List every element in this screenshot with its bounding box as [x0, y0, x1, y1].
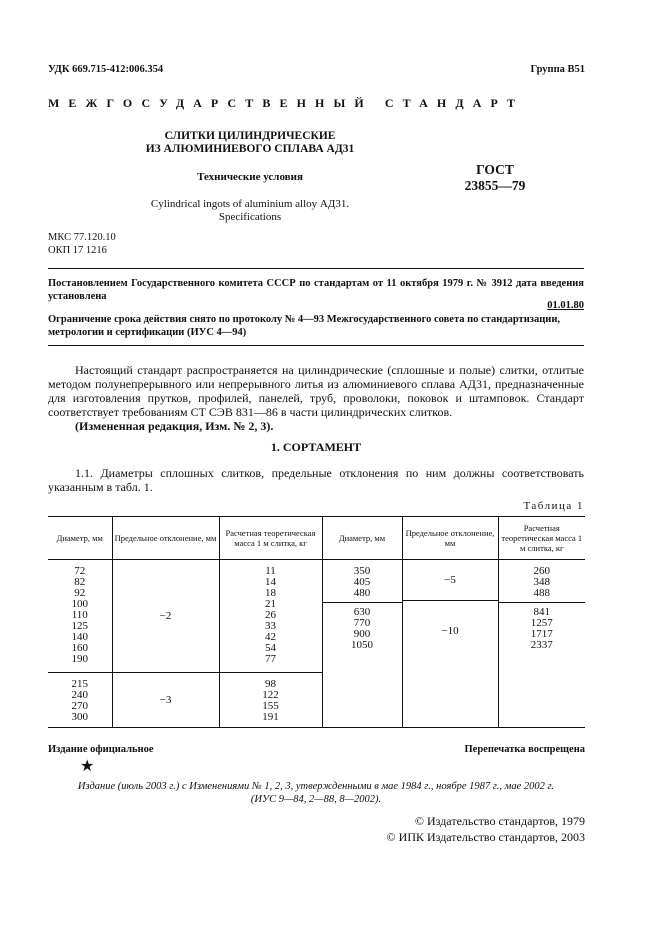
deviation-cell: −5 −10	[402, 560, 498, 673]
mass-cell: 260 348 488 841 1257 1717 2337	[498, 560, 585, 673]
copyright-1979: © Издательство стандартов, 1979	[414, 814, 585, 828]
diameter-cell: 72 82 92 100 110 125 140 160 190	[48, 560, 112, 673]
intro-paragraph: Настоящий стандарт распространяется на цилиндрические (сплошные и полые) слитки, отлитые методом полунепрерывного или непрерывного литья из алюминиевого сплава АД31, предназначенные для изготовления прутков, профилей, панелей, труб, проволоки, поковок и штамповок. Стандарт соответствует требованиям СТ СЭВ 831—86 в части цилиндрических слитков.	[48, 363, 584, 419]
title-line-1: СЛИТКИ ЦИЛИНДРИЧЕСКИЕ	[164, 130, 336, 142]
deviation-cell: −2	[112, 560, 219, 673]
table-row	[48, 673, 585, 728]
group-code: Группа В51	[530, 64, 585, 75]
edition-line-2: (ИУС 9—84, 2—88, 8—2002).	[250, 794, 382, 805]
limit-note: Ограничение срока действия снято по протоколу № 4—93 Межгосударственного совета по стандартизации, метрологии и сертификации (ИУС 4—94)	[48, 314, 561, 338]
header-mass: Расчетная теоретическая масса 1 м слитка, кг	[219, 517, 322, 560]
divider-line	[48, 268, 584, 269]
empty-cell	[322, 673, 402, 728]
gost-number-block	[440, 162, 550, 194]
table-1	[48, 516, 585, 728]
english-title	[110, 198, 390, 224]
document-title	[110, 130, 390, 156]
diameter-cell: 350 405 480 630 770 900 1050	[322, 560, 402, 673]
diameter-cell: 215 240 270 300	[48, 673, 112, 728]
copyright-2003: © ИПК Издательство стандартов, 2003	[386, 830, 585, 844]
header-deviation: Предельное отклонение, мм	[112, 517, 219, 560]
table-caption: Таблица 1	[523, 500, 584, 512]
mass-cell: 98 122 155 191	[219, 673, 322, 728]
english-title-line-1: Cylindrical ingots of aluminium alloy АД31.	[150, 198, 350, 210]
table-row	[48, 560, 585, 673]
edition-note	[48, 780, 584, 806]
revision-note: (Измененная редакция, Изм. № 2, 3).	[75, 419, 274, 433]
mass-cell: 11 14 18 21 26 33 42 54 77	[219, 560, 322, 673]
official-edition-label: Издание официальное	[48, 744, 154, 755]
empty-cell	[402, 673, 498, 728]
okp-code: ОКП 17 1216	[48, 245, 107, 256]
empty-cell	[498, 673, 585, 728]
gost-number: 23855—79	[464, 178, 526, 193]
header-diameter: Диаметр, мм	[322, 517, 402, 560]
introduction-date: 01.01.80	[547, 300, 584, 311]
gost-label: ГОСТ	[476, 162, 514, 177]
english-title-line-2: Specifications	[218, 211, 282, 223]
standard-type-heading: МЕЖГОСУДАРСТВЕННЫЙ СТАНДАРТ	[48, 96, 525, 110]
star-icon: ★	[80, 758, 95, 775]
title-line-2: ИЗ АЛЮМИНИЕВОГО СПЛАВА АД31	[145, 143, 355, 155]
edition-line-1: Издание (июль 2003 г.) с Изменениями № 1, 2, 3, утвержденными в мае 1984 г., ноябре 1987 г., мае 2002 г.	[77, 781, 555, 792]
header-mass: Расчетная теоретическая масса 1 м слитка, кг	[498, 517, 585, 560]
clause-1-1: 1.1. Диаметры сплошных слитков, предельные отклонения по ним должны соответствовать указанным в табл. 1.	[48, 466, 584, 494]
section-title: 1. СОРТАМЕНТ	[270, 440, 362, 454]
table-header-row	[48, 517, 585, 560]
header-diameter: Диаметр, мм	[48, 517, 112, 560]
decree-text: Постановлением Государственного комитета СССР по стандартам от 11 октября 1979 г. № 3912 дата введения установлена	[48, 278, 584, 302]
mks-code: МКС 77.120.10	[48, 232, 116, 243]
udk-code: УДК 669.715-412:006.354	[48, 64, 164, 75]
document-subtitle: Технические условия	[197, 171, 303, 183]
divider-line	[48, 345, 584, 346]
classification-codes	[48, 231, 116, 257]
reprint-prohibited-label: Перепечатка воспрещена	[464, 744, 585, 755]
header-deviation: Предельное отклонение, мм	[402, 517, 498, 560]
deviation-cell: −3	[112, 673, 219, 728]
